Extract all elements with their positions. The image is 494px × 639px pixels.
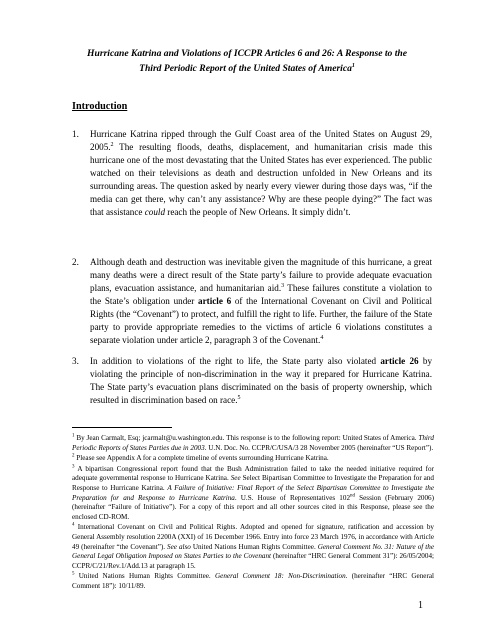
title-line-2 <box>60 60 434 75</box>
bold-text: article 26 <box>380 356 419 366</box>
text-run: By Jean Carmalt, Esq; jcarmalt@u.washington.edu. This response is to the following report: United States of America. <box>74 434 419 442</box>
footnote-1 <box>72 434 434 453</box>
bold-text: article 6 <box>198 296 232 306</box>
italic-text: Third Periodic Reports of States Parties due in 2003 <box>72 434 434 452</box>
document-title <box>60 48 434 75</box>
italic-text: A Failure of Initiative: Final Report of the Select Bipartisan Committee to Investigate the Preparation for and Response to Hurricane Katrina <box>72 483 434 502</box>
paragraph-number: 1. <box>72 129 79 139</box>
footnote-2 <box>72 454 434 464</box>
paragraph-text <box>90 128 432 219</box>
footnote-5 <box>72 572 434 591</box>
footnote-number: 1 <box>72 433 75 439</box>
page-number: 1 <box>418 600 423 611</box>
footnote-number: 3 <box>72 464 75 470</box>
ordinal-superscript: nd <box>350 493 356 499</box>
text-run: . U.N. Doc. No. CCPR/C/USA/3 28 November 2005 (hereinafter “US Report”). <box>204 443 434 452</box>
paragraph-2 <box>72 256 432 347</box>
footnote-3 <box>72 465 434 523</box>
footnotes <box>72 434 434 593</box>
paragraph-text <box>90 355 432 407</box>
text-run: . (hereinafter “HRC General Comment 18”): 10/11/89. <box>72 572 434 590</box>
footnote-4 <box>72 523 434 571</box>
paragraph-1 <box>72 128 432 219</box>
title-line-1: Hurricane Katrina and Violations of ICCPR Articles 6 and 26: A Response to the <box>87 48 407 59</box>
text-run: Please see Appendix A for a complete timeline of events surrounding Hurricane Katrina. <box>74 454 329 463</box>
paragraph-3 <box>72 355 432 407</box>
footnote-number: 4 <box>72 522 75 528</box>
footnote-number: 5 <box>72 571 75 577</box>
text-run: United Nations Human Rights Committee. <box>74 572 215 581</box>
text-run: Although death and destruction was inevitable given the magnitude of this hurricane, a great many deaths were a direct result of the State party’s failure to provide adequate evacuation plans, evacuation assistance, and humanitarian aid. <box>90 257 432 293</box>
footnote-ref: 1 <box>351 63 355 69</box>
paragraph-text <box>90 256 432 347</box>
text-run: International Covenant on Civil and Political Rights. Adopted and opened for signature, ratification and accession by General Assembly resolution 2200A (XXI) of 16 December 1966. Entry into force 23 March 1976, in accordance with Article 49 (hereinafter “the Covenant”). <box>72 523 434 551</box>
text-run: In addition to violations of the right to life, the State party also violated <box>90 356 381 366</box>
text-run: The resulting floods, deaths, displacement, and humanitarian crisis made this hurricane one of the most devastating that the United States has ever experienced. The public watched on their televisions as death and destruction unfolded in New Orleans and its surrounding areas. The question asked by nearly every viewer during those days was, “if the media can get there, why can’t any assistance? Why are these people dying?” The fact was that assistance <box>90 142 432 217</box>
section-heading: Introduction <box>72 101 128 112</box>
footnote-ref: 4 <box>320 334 324 341</box>
text-run: Hurricane Katrina ripped through the Gulf Coast area of the United States on August 29, 2005. <box>90 129 432 152</box>
italic-text: General Comment No. 31: Nature of the General Legal Obligation Imposed on States Parties to the Covenant <box>72 542 435 561</box>
text-run: of the International Covenant on Civil and Political Rights (the “Covenant”) to protect, and fulfill the right to life. Further, the failure of the State party to provide appropriate remedies to the victims of article 6 violations constitutes a separate violation under article 2, paragraph 3 of the Covenant. <box>90 296 433 345</box>
text-run: United Nations Human Rights Committee. <box>190 542 318 551</box>
text-run: Session (February 2006) (hereinafter “Failure of Initiative”). For a copy of this report and all other sources cited in this Response, please see the enclosed CD-ROM. <box>72 493 435 521</box>
text-run: (hereinafter “HRC General Comment 31”): 26/05/2004; CCPR/C/21/Rev.1/Add.13 at paragraph 15. <box>72 552 434 570</box>
text-run: . U.S. House of Representatives 102 <box>234 493 351 502</box>
text-run: Select Bipartisan Committee to Investigate the Preparation for and Response to Hurricane Katrina. <box>72 474 434 492</box>
italic-text: General Comment 18: Non-Discrimination <box>215 572 346 581</box>
text-run: reach the people of New Orleans. It simply didn’t. <box>165 207 351 217</box>
paragraph-number: 2. <box>72 257 79 267</box>
italic-text: See <box>230 474 241 483</box>
footnote-separator <box>72 427 172 428</box>
text-run: These failures constitute a violation to the State’s obligation under <box>90 283 432 306</box>
text-run: by violating the principle of non-discrimination in the way it prepared for Hurricane Katrina. The State party’s evacuation plans discriminated on the basis of property ownership, which resulted in discrimination based on race. <box>90 356 433 405</box>
footnote-ref: 2 <box>110 141 114 148</box>
emphasis-text: could <box>144 207 166 217</box>
paragraph-number: 3. <box>72 356 79 366</box>
text-run: A bipartisan Congressional report found that the Bush Administration failed to take the needed initiative required for adequate governmental response to Hurricane Katrina. <box>72 464 434 483</box>
footnote-number: 2 <box>72 453 75 459</box>
footnote-ref: 3 <box>281 282 285 289</box>
title-line-2-text: Third Periodic Report of the United States of America <box>139 63 352 75</box>
italic-text: See also <box>167 542 191 551</box>
footnote-ref: 5 <box>237 394 241 401</box>
